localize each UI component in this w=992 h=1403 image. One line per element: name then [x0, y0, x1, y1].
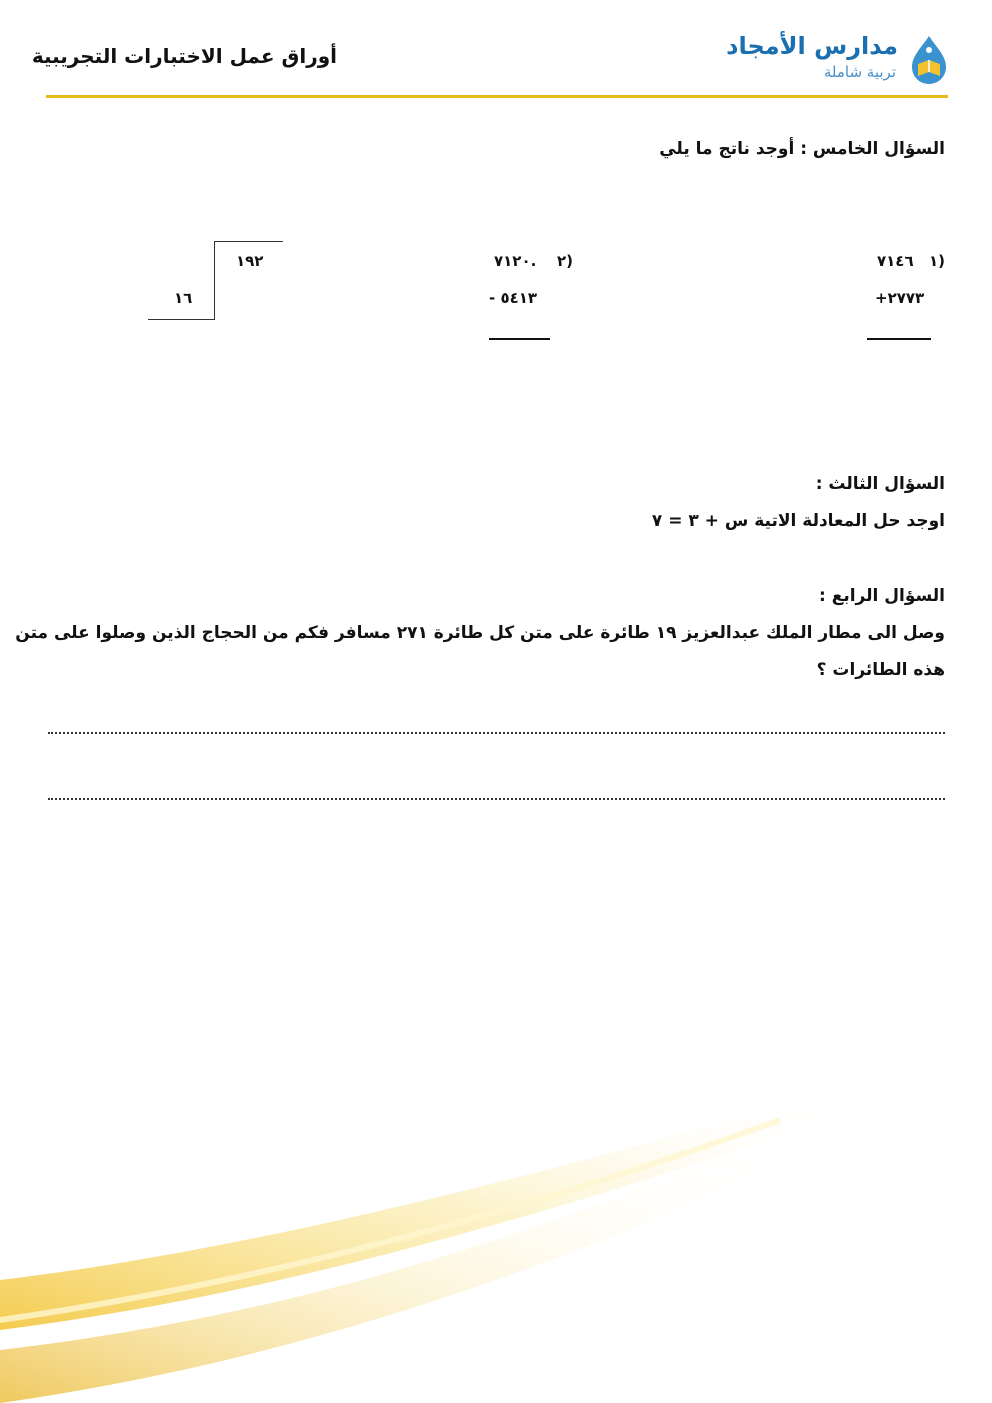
problem2-answer-rule — [489, 338, 550, 340]
problem1-bottom-number: +٢٧٧٣ — [875, 289, 925, 307]
question4-text-line2: هذه الطائرات ؟ — [816, 660, 945, 680]
question3-text: اوجد حل المعادلة الاتية س + ٣ = ٧ — [651, 511, 945, 531]
division-dividend: ١٩٢ — [236, 252, 264, 270]
drop-book-icon — [906, 34, 952, 86]
division-bracket-bottom — [148, 319, 215, 320]
school-name: مدارس الأمجاد — [726, 32, 898, 60]
problem1-label: ١) — [929, 252, 946, 270]
decorative-swoosh — [0, 1080, 992, 1403]
division-bracket-vertical — [214, 241, 215, 320]
school-motto: تربية شاملة — [823, 63, 896, 81]
problem1-top-number: ٧١٤٦ — [877, 252, 914, 270]
problem2-label: ٢) — [557, 252, 574, 270]
answer-line-1 — [48, 732, 945, 734]
problem2-top-number: ٧١٢٠. — [494, 252, 537, 270]
problem2-bottom-number: - ٥٤١٣ — [489, 289, 538, 307]
question4-title: السؤال الرابع : — [819, 586, 945, 606]
division-divisor: ١٦ — [174, 289, 193, 307]
question5-title: السؤال الخامس : أوجد ناتج ما يلي — [659, 139, 945, 159]
problem1-answer-rule — [867, 338, 931, 340]
question3-title: السؤال الثالث : — [815, 474, 945, 494]
answer-line-2 — [48, 798, 945, 800]
question4-text-line1: وصل الى مطار الملك عبدالعزيز ١٩ طائرة على متن كل طائرة ٢٧١ مسافر فكم من الحجاج الذين وصلوا على متن — [15, 623, 945, 643]
division-bracket-top — [215, 241, 283, 242]
school-logo — [726, 30, 952, 90]
document-title: أوراق عمل الاختبارات التجريبية — [31, 44, 337, 68]
header-divider — [46, 95, 948, 98]
